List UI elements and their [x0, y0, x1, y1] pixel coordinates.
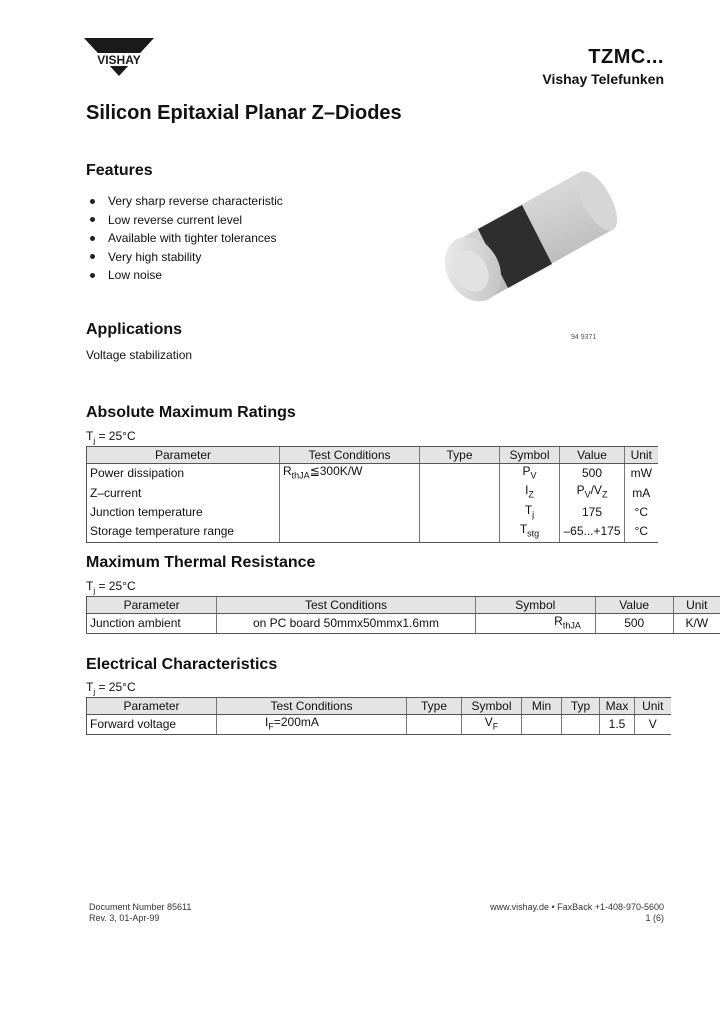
- brand-name: Vishay Telefunken: [542, 71, 664, 87]
- list-item: Very sharp reverse characteristic: [90, 192, 283, 211]
- page-title: Silicon Epitaxial Planar Z–Diodes: [86, 102, 402, 124]
- applications-heading: Applications: [86, 321, 183, 338]
- thermal-heading: Maximum Thermal Resistance: [86, 554, 316, 571]
- revision: Rev. 3, 01-Apr-99: [89, 913, 160, 923]
- table-row: Junction temperature $T_j$ 175 °C: [87, 503, 658, 522]
- thermal-table: [86, 596, 720, 634]
- contact-info: www.vishay.de • FaxBack +1-408-970-5600: [490, 902, 664, 912]
- bullet-icon: [90, 199, 95, 204]
- table-row: Z–current $I_Z$ $P_V/V_Z$ mA: [87, 483, 658, 502]
- table-row: Junction ambient on PC board 50mmx50mmx1.6mm $R_{thJA}$ 500 K/W: [87, 614, 720, 634]
- electrical-heading: Electrical Characteristics: [86, 656, 278, 673]
- bullet-icon: [90, 236, 95, 241]
- ratings-table: [86, 446, 658, 543]
- bullet-icon: [90, 217, 95, 222]
- part-number: TZMC...: [588, 46, 664, 68]
- table-header-row: Parameter Test Conditions Type Symbol Value Unit: [87, 447, 658, 464]
- features-list: [90, 192, 283, 285]
- list-item: Low noise: [90, 266, 283, 285]
- applications-text: Voltage stabilization: [86, 348, 193, 362]
- ratings-condition: $T_j = 25^\circ C$: [86, 429, 136, 446]
- list-item: Available with tighter tolerances: [90, 229, 283, 248]
- bullet-icon: [90, 254, 95, 259]
- list-item: Very high stability: [90, 248, 283, 267]
- table-header-row: Parameter Test Conditions Symbol Value Unit: [87, 597, 720, 614]
- electrical-condition: $T_j = 25^\circ C$: [86, 680, 136, 697]
- document-number: Document Number 85611: [89, 902, 192, 912]
- features-heading: Features: [86, 162, 153, 179]
- page-number: 1 (6): [645, 913, 664, 923]
- electrical-table: [86, 697, 671, 735]
- diode-package-image: [430, 168, 680, 318]
- table-row: Forward voltage $I_F=200mA$ $V_F$ 1.5 V: [87, 715, 671, 735]
- thermal-condition: $T_j = 25^\circ C$: [86, 579, 136, 596]
- table-row: Storage temperature range $T_{stg}$ –65...+175 °C: [87, 522, 658, 542]
- table-header-row: Parameter Test Conditions Type Symbol Min Typ Max Unit: [87, 698, 671, 715]
- ratings-heading: Absolute Maximum Ratings: [86, 404, 296, 421]
- list-item: Low reverse current level: [90, 211, 283, 230]
- figure-code: 94 9371: [571, 334, 597, 341]
- logo-text: VISHAY: [97, 53, 141, 67]
- vishay-logo: [84, 38, 154, 78]
- table-row: Power dissipation $R_{thJA}≦300K/W$ $P_V$ 500 mW: [87, 464, 658, 484]
- bullet-icon: [90, 273, 95, 278]
